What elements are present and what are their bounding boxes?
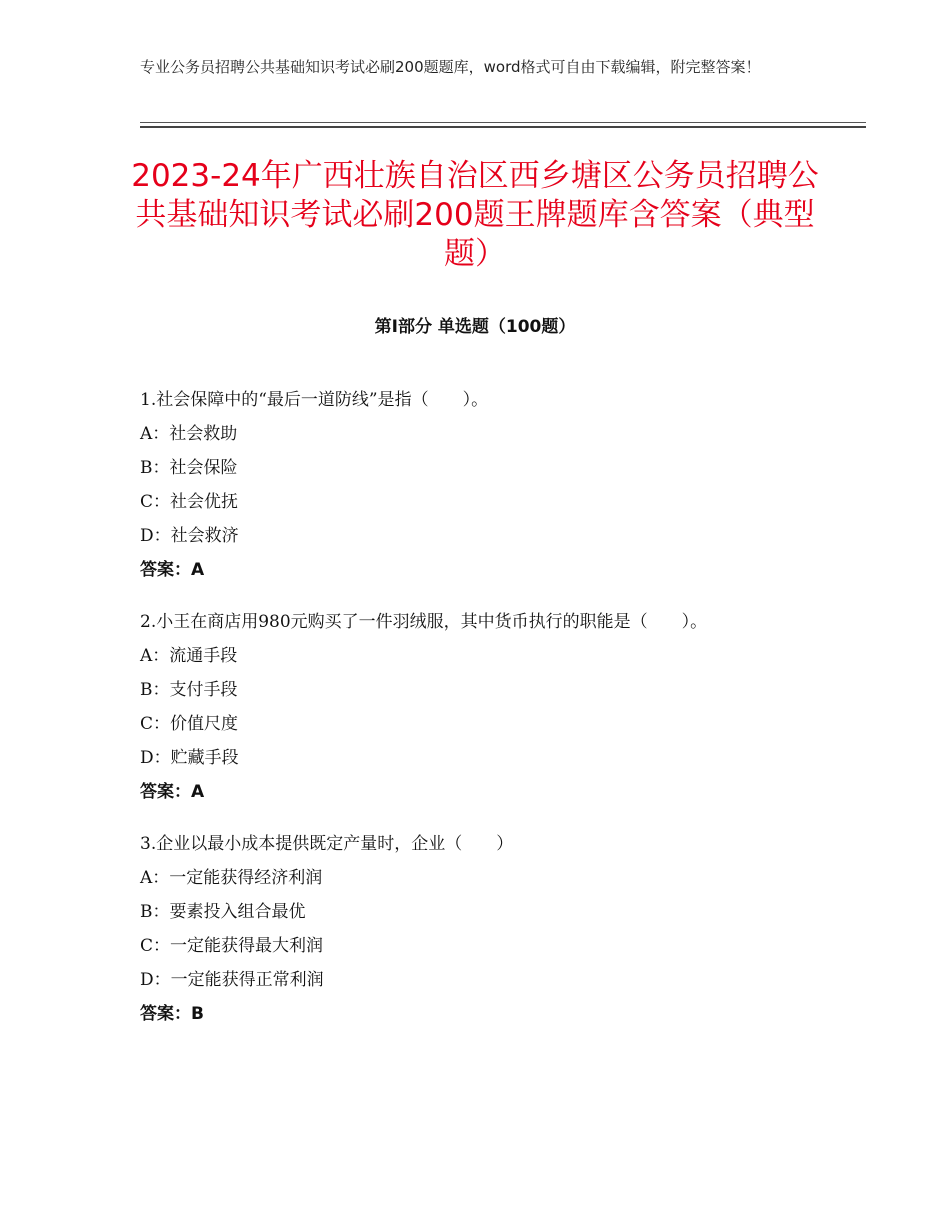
option-a: A：一定能获得经济利润 [140, 868, 323, 888]
option-c: C：一定能获得最大利润 [140, 936, 324, 956]
option-c: C：社会优抚 [140, 492, 239, 512]
option-d: D：一定能获得正常利润 [140, 970, 324, 990]
answer: 答案：A [140, 782, 205, 802]
question-3 [140, 827, 800, 1031]
document-title: 2023-24年广西壮族自治区西乡塘区公务员招聘公共基础知识考试必刷200题王牌题库含答案（典型题） [131, 158, 819, 272]
option-c: C：价值尺度 [140, 714, 239, 734]
answer: 答案：A [140, 560, 205, 580]
question-stem: 1.社会保障中的“最后一道防线”是指（ ）。 [140, 390, 489, 410]
header-note: 专业公务员招聘公共基础知识考试必刷200题题库，word格式可自由下载编辑，附完整答案！ [140, 58, 761, 76]
option-a: A：社会救助 [140, 424, 238, 444]
header-divider-thick [140, 126, 866, 128]
option-b: B：社会保险 [140, 458, 238, 478]
option-b: B：要素投入组合最优 [140, 902, 306, 922]
question-stem: 2.小王在商店用980元购买了一件羽绒服，其中货币执行的职能是（ ）。 [140, 612, 708, 632]
question-2 [140, 605, 800, 809]
option-a: A：流通手段 [140, 646, 238, 666]
question-stem: 3.企业以最小成本提供既定产量时，企业（ ） [140, 834, 514, 854]
header-divider [140, 122, 866, 123]
option-d: D：贮藏手段 [140, 748, 239, 768]
option-b: B：支付手段 [140, 680, 238, 700]
question-1 [140, 383, 800, 587]
option-d: D：社会救济 [140, 526, 239, 546]
answer: 答案：B [140, 1004, 204, 1024]
question-list [140, 383, 800, 1049]
section-title: 第Ⅰ部分 单选题（100题） [374, 317, 576, 337]
